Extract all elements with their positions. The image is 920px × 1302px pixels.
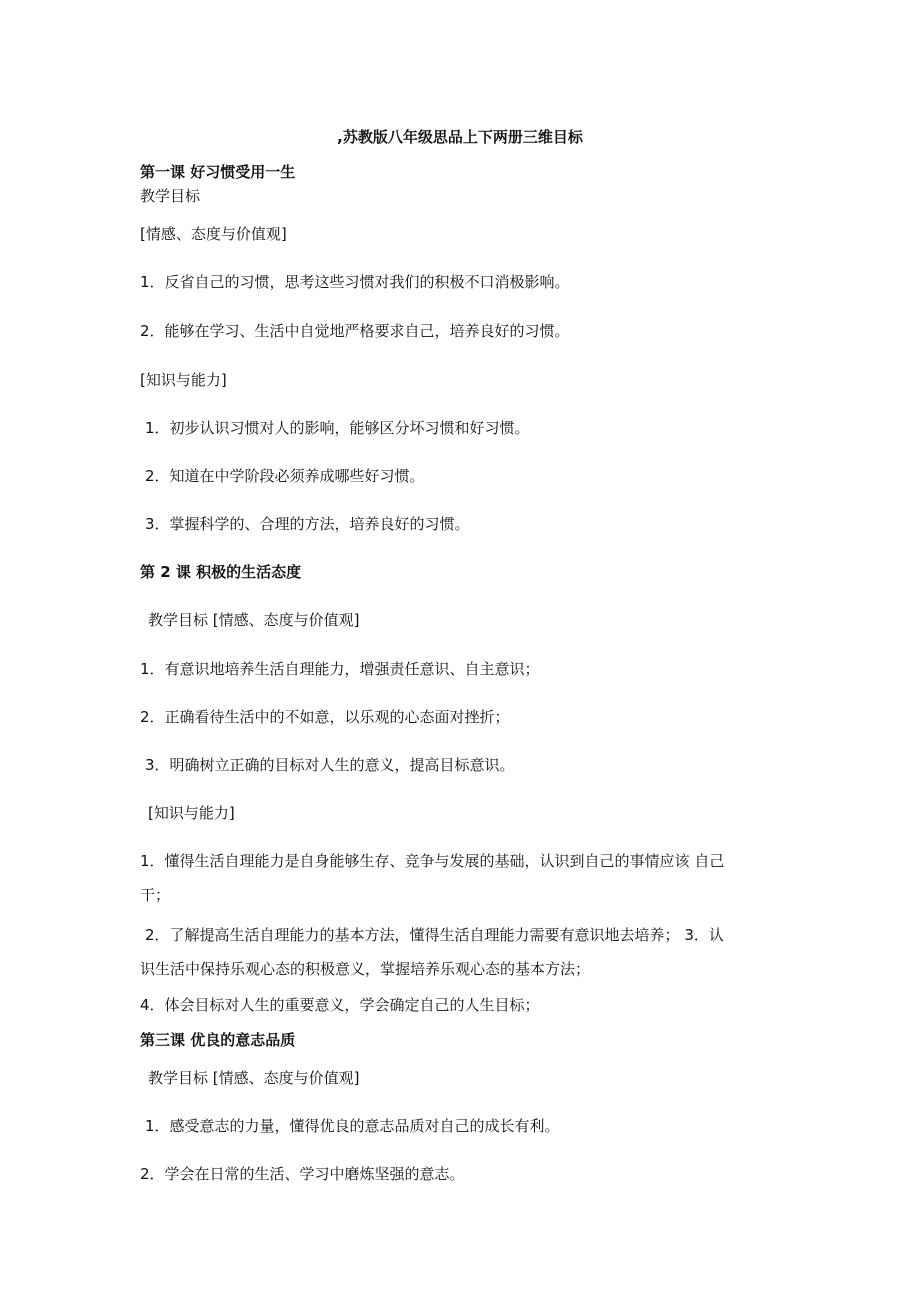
list-item: 2．正确看待生活中的不如意，以乐观的心态面对挫折； [140,708,510,726]
teaching-goals-label: 教学目标 [情感、态度与价值观] [148,611,360,629]
list-item: 2．知道在中学阶段必须养成哪些好习惯。 [145,467,425,485]
list-item: 2．学会在日常的生活、学习中磨炼坚强的意志。 [140,1165,465,1183]
section-emotion-attitude: [情感、态度与价值观] [140,225,287,243]
section-knowledge-ability: [知识与能力] [148,804,235,822]
list-item-continuation: 识生活中保持乐观心态的积极意义，掌握培养乐观心态的基本方法； [140,960,591,978]
list-item: 4．体会目标对人生的重要意义，学会确定自己的人生目标； [140,996,540,1014]
document-title: ,苏教版八年级思品上下两册三维目标 [337,128,583,146]
list-item: 2．能够在学习、生活中自觉地严格要求自己，培养良好的习惯。 [140,322,570,340]
section-knowledge-ability: [知识与能力] [140,371,227,389]
list-item: 1．感受意志的力量，懂得优良的意志品质对自己的成长有利。 [145,1117,560,1135]
list-item: 1．反省自己的习惯，思考这些习惯对我们的积极不口消极影响。 [140,273,570,291]
list-item-continuation: 干； [140,886,171,904]
list-item: 2．了解提高生活自理能力的基本方法，懂得生活自理能力需要有意识地去培养； 3．认 [145,926,724,944]
teaching-goals-label: 教学目标 [情感、态度与价值观] [148,1069,360,1087]
lesson-3-heading: 第三课 优良的意志品质 [140,1031,296,1049]
list-item: 3．明确树立正确的目标对人生的意义，提高目标意识。 [145,756,515,774]
list-item: 1．初步认识习惯对人的影响，能够区分坏习惯和好习惯。 [145,419,530,437]
lesson-2-heading: 第 2 课 积极的生活态度 [140,563,302,581]
lesson-1-heading: 第一课 好习惯受用一生 [140,163,296,181]
list-item: 3．掌握科学的、合理的方法，培养良好的习惯。 [145,515,470,533]
list-item: 1．懂得生活自理能力是自身能够生存、竞争与发展的基础，认识到自己的事情应该 自己 [140,852,725,870]
teaching-goals-label: 教学目标 [140,187,201,205]
list-item: 1．有意识地培养生活自理能力，增强责任意识、自主意识； [140,660,540,678]
